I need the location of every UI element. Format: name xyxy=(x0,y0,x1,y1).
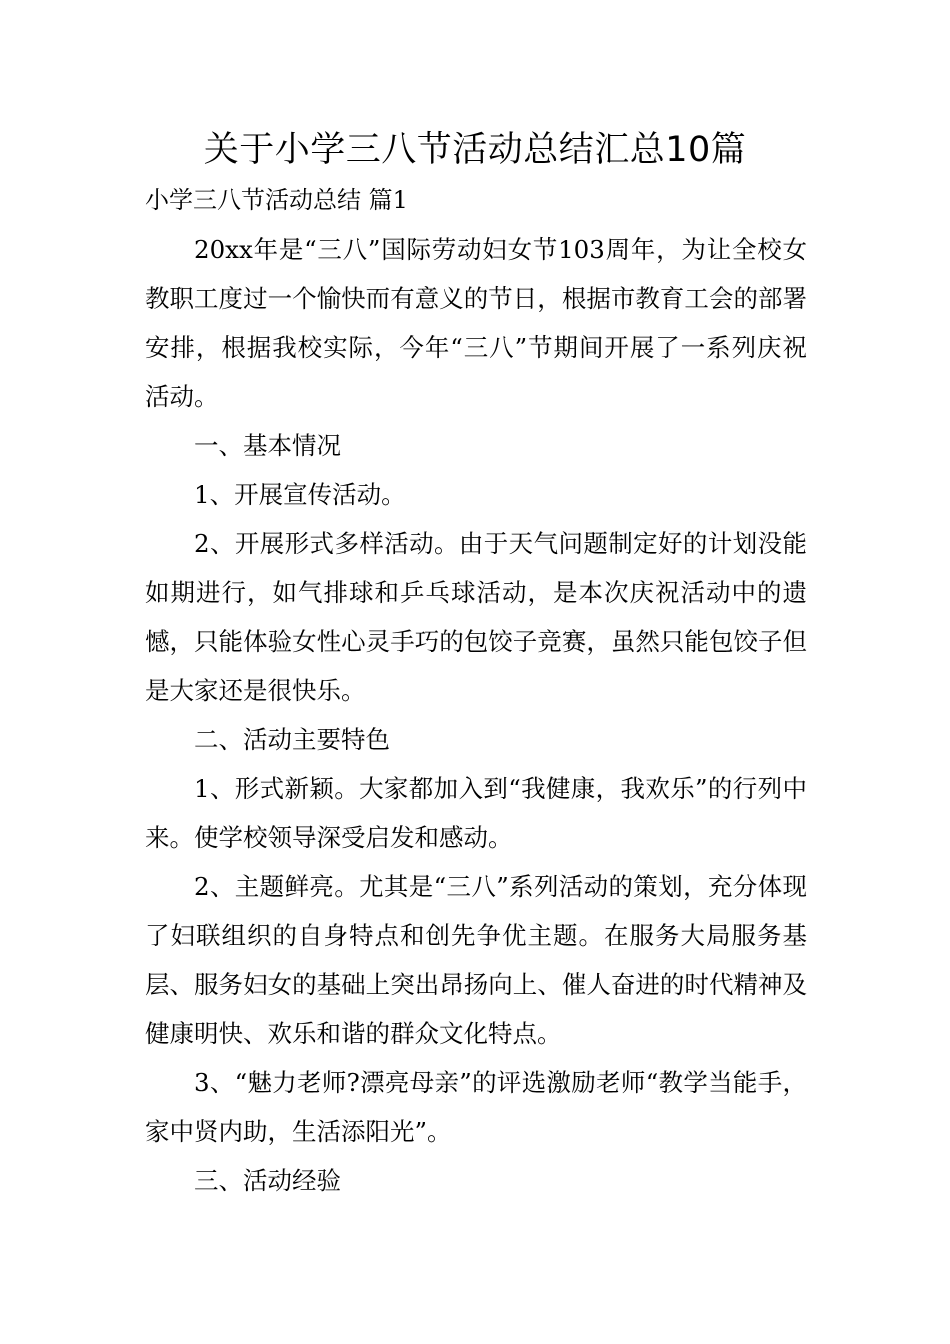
heading-main-features: 二、活动主要特色 xyxy=(194,725,390,754)
paragraph-intro: 20xx年是“三八”国际劳动妇女节103周年，为让全校女教职工度过一个愉快而有意义的节日，根据市教育工会的部署安排，根据我校实际，今年“三八”节期间开展了一系列庆祝活动。 xyxy=(145,235,807,411)
section-heading: 小学三八节活动总结 篇1 xyxy=(145,186,408,214)
paragraph-feature-2: 2、主题鲜亮。尤其是“三八”系列活动的策划，充分体现了妇联组织的自身特点和创先争优主题。在服务大局服务基层、服务妇女的基础上突出昂扬向上、催人奋进的时代精神及健康明快、欢乐和谐的群众文化特点。 xyxy=(145,872,807,1048)
paragraph-item-1: 1、开展宣传活动。 xyxy=(194,480,406,509)
document-title: 关于小学三八节活动总结汇总10篇 xyxy=(203,130,747,170)
paragraph-feature-1: 1、形式新颖。大家都加入到“我健康，我欢乐”的行列中来。使学校领导深受启发和感动。 xyxy=(145,774,807,852)
heading-activity-experience: 三、活动经验 xyxy=(194,1166,341,1195)
document-body xyxy=(145,225,807,1205)
paragraph-item-2: 2、开展形式多样活动。由于天气问题制定好的计划没能如期进行，如气排球和乒乓球活动，是本次庆祝活动中的遗憾，只能体验女性心灵手巧的包饺子竞赛，虽然只能包饺子但是大家还是很快乐。 xyxy=(145,529,807,705)
heading-basic-situation: 一、基本情况 xyxy=(194,431,341,460)
paragraph-feature-3: 3、“魅力老师?漂亮母亲”的评选激励老师“教学当能手，家中贤内助，生活添阳光”。 xyxy=(145,1068,807,1146)
